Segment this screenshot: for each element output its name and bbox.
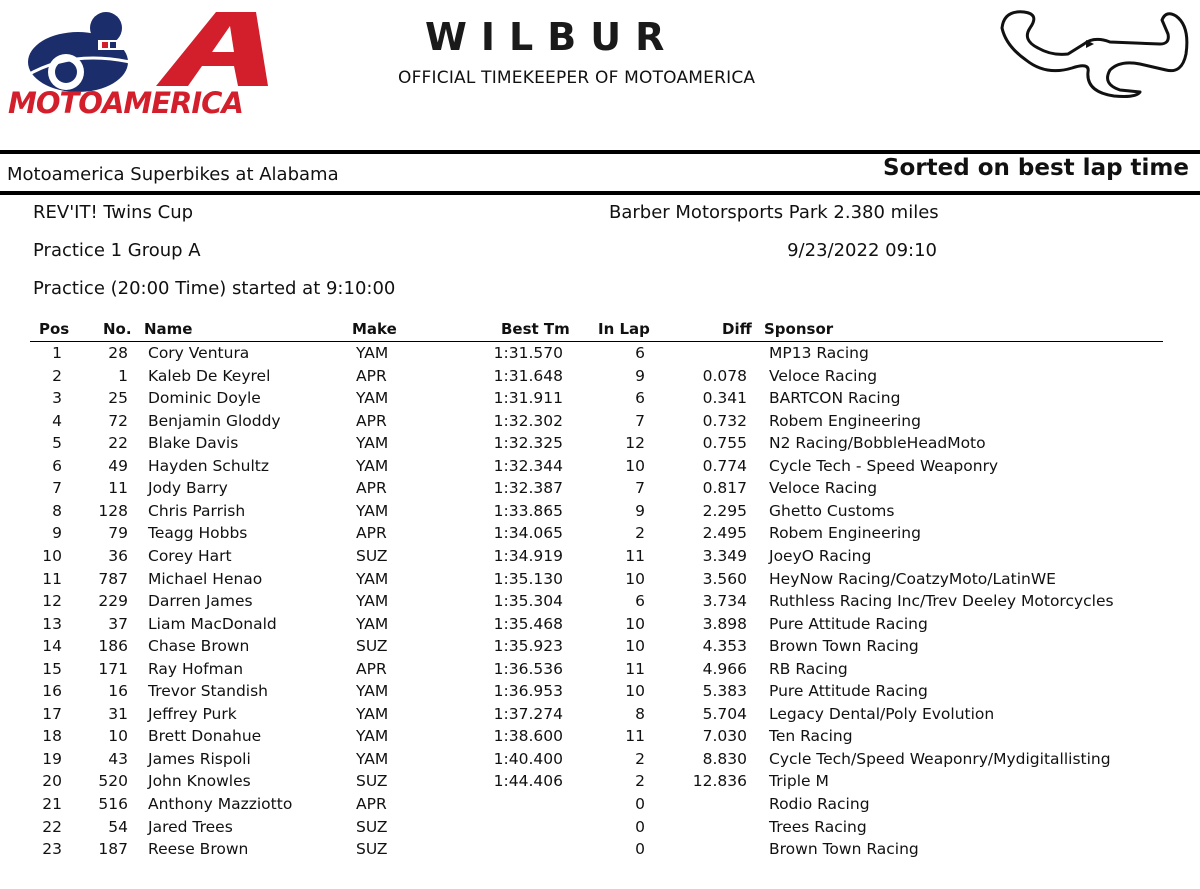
cell-number: 79 bbox=[108, 524, 128, 543]
table-row bbox=[0, 524, 1200, 547]
cell-sponsor: Veloce Racing bbox=[769, 366, 878, 385]
cell-name: Anthony Mazziotto bbox=[148, 795, 293, 813]
cell-make: YAM bbox=[356, 727, 389, 746]
cell-number: 49 bbox=[108, 456, 128, 475]
cell-sponsor: Trees Racing bbox=[769, 817, 867, 836]
cell-best-time: 1:31.570 bbox=[493, 344, 563, 362]
cell-sponsor: HeyNow Racing/CoatzyMoto/LatinWE bbox=[769, 569, 1056, 588]
cell-pos: 19 bbox=[42, 749, 62, 768]
wilbur-wordmark: WILBUR bbox=[425, 15, 679, 59]
table-row bbox=[0, 479, 1200, 502]
table-row bbox=[0, 457, 1200, 480]
cell-sponsor: Robem Engineering bbox=[769, 411, 921, 430]
cell-name: Corey Hart bbox=[148, 546, 232, 565]
cell-in-lap: 10 bbox=[625, 569, 645, 588]
cell-diff: 0.732 bbox=[702, 411, 747, 430]
cell-number: 128 bbox=[98, 501, 128, 520]
table-row bbox=[0, 389, 1200, 412]
cell-name: Teagg Hobbs bbox=[148, 524, 248, 543]
cell-pos: 23 bbox=[42, 840, 62, 859]
cell-diff: 4.353 bbox=[702, 637, 747, 656]
cell-sponsor: Legacy Dental/Poly Evolution bbox=[769, 704, 995, 723]
cell-number: 186 bbox=[98, 637, 128, 656]
cell-name: John Knowles bbox=[148, 772, 251, 791]
cell-name: Reese Brown bbox=[148, 840, 249, 859]
cell-number: 11 bbox=[108, 479, 128, 498]
cell-number: 10 bbox=[108, 727, 128, 746]
cell-name: Benjamin Gloddy bbox=[148, 411, 281, 430]
cell-pos: 12 bbox=[42, 592, 62, 611]
cell-number: 1 bbox=[118, 366, 128, 385]
table-row bbox=[0, 840, 1200, 863]
cell-best-time: 1:36.536 bbox=[493, 659, 563, 678]
title-rule bbox=[0, 191, 1200, 195]
cell-pos: 18 bbox=[42, 727, 62, 746]
col-header-best: Best Tm bbox=[501, 320, 570, 338]
cell-pos: 2 bbox=[52, 366, 62, 385]
cell-pos: 11 bbox=[42, 569, 62, 588]
header-rule bbox=[0, 150, 1200, 154]
cell-number: 171 bbox=[98, 659, 128, 678]
cell-number: 16 bbox=[108, 682, 128, 701]
cell-diff: 3.349 bbox=[702, 546, 747, 565]
cell-in-lap: 6 bbox=[635, 592, 645, 611]
table-row bbox=[0, 705, 1200, 728]
cell-make: YAM bbox=[356, 749, 389, 768]
cell-best-time: 1:34.065 bbox=[493, 524, 563, 543]
table-row bbox=[0, 727, 1200, 750]
cell-make: SUZ bbox=[356, 546, 388, 565]
track-info: Barber Motorsports Park 2.380 miles bbox=[609, 202, 939, 223]
cell-make: YAM bbox=[356, 592, 389, 611]
cell-sponsor: N2 Racing/BobbleHeadMoto bbox=[769, 434, 986, 453]
table-row bbox=[0, 772, 1200, 795]
cell-best-time: 1:40.400 bbox=[493, 749, 563, 768]
cell-make: APR bbox=[356, 411, 387, 430]
cell-name: Michael Henao bbox=[148, 569, 263, 588]
cell-name: Jared Trees bbox=[148, 817, 233, 836]
cell-name: Chase Brown bbox=[148, 637, 250, 656]
cell-in-lap: 10 bbox=[625, 682, 645, 701]
cell-in-lap: 6 bbox=[635, 344, 645, 362]
cell-in-lap: 7 bbox=[635, 479, 645, 498]
cell-make: YAM bbox=[356, 389, 389, 408]
cell-pos: 10 bbox=[42, 546, 62, 565]
cell-name: Dominic Doyle bbox=[148, 389, 261, 408]
cell-name: Darren James bbox=[148, 592, 253, 611]
cell-diff: 3.898 bbox=[702, 614, 747, 633]
table-row bbox=[0, 682, 1200, 705]
table-row bbox=[0, 367, 1200, 390]
cell-sponsor: RB Racing bbox=[769, 659, 848, 678]
cell-pos: 3 bbox=[52, 389, 62, 408]
sort-label: Sorted on best lap time bbox=[882, 155, 1189, 181]
cell-diff: 0.755 bbox=[702, 434, 747, 453]
class-name: REV'IT! Twins Cup bbox=[33, 202, 194, 223]
cell-number: 43 bbox=[108, 749, 128, 768]
cell-pos: 7 bbox=[52, 479, 62, 498]
cell-diff: 7.030 bbox=[702, 727, 747, 746]
cell-make: YAM bbox=[356, 501, 389, 520]
session-name: Practice 1 Group A bbox=[33, 240, 201, 261]
cell-in-lap: 0 bbox=[635, 795, 645, 813]
cell-number: 516 bbox=[98, 795, 128, 813]
cell-number: 54 bbox=[108, 817, 128, 836]
session-start: Practice (20:00 Time) started at 9:10:00 bbox=[33, 278, 396, 299]
cell-best-time: 1:35.468 bbox=[493, 614, 563, 633]
cell-number: 520 bbox=[98, 772, 128, 791]
cell-best-time: 1:32.302 bbox=[493, 411, 563, 430]
table-row bbox=[0, 434, 1200, 457]
cell-name: Trevor Standish bbox=[148, 682, 268, 701]
cell-best-time: 1:31.648 bbox=[493, 366, 563, 385]
cell-in-lap: 7 bbox=[635, 411, 645, 430]
table-row bbox=[0, 344, 1200, 367]
cell-make: YAM bbox=[356, 614, 389, 633]
cell-diff: 0.078 bbox=[702, 366, 747, 385]
cell-number: 22 bbox=[108, 434, 128, 453]
cell-name: Liam MacDonald bbox=[148, 614, 277, 633]
cell-sponsor: Brown Town Racing bbox=[769, 637, 919, 656]
cell-best-time: 1:31.911 bbox=[493, 389, 563, 408]
cell-pos: 1 bbox=[52, 344, 62, 362]
cell-make: APR bbox=[356, 366, 387, 385]
cell-diff: 4.966 bbox=[702, 659, 747, 678]
event-title: Motoamerica Superbikes at Alabama bbox=[7, 164, 339, 185]
cell-name: Jody Barry bbox=[148, 479, 228, 498]
cell-in-lap: 8 bbox=[635, 704, 645, 723]
cell-pos: 20 bbox=[42, 772, 62, 791]
cell-number: 787 bbox=[98, 569, 128, 588]
cell-number: 28 bbox=[108, 344, 128, 362]
cell-make: YAM bbox=[356, 682, 389, 701]
cell-number: 25 bbox=[108, 389, 128, 408]
cell-in-lap: 2 bbox=[635, 524, 645, 543]
cell-pos: 6 bbox=[52, 456, 62, 475]
cell-make: YAM bbox=[356, 344, 389, 362]
cell-sponsor: Cycle Tech - Speed Weaponry bbox=[769, 456, 999, 475]
cell-best-time: 1:44.406 bbox=[493, 772, 563, 791]
cell-pos: 15 bbox=[42, 659, 62, 678]
cell-make: APR bbox=[356, 795, 387, 813]
cell-sponsor: Robem Engineering bbox=[769, 524, 921, 543]
cell-number: 187 bbox=[98, 840, 128, 859]
cell-best-time: 1:37.274 bbox=[493, 704, 563, 723]
cell-pos: 21 bbox=[42, 795, 62, 813]
cell-in-lap: 2 bbox=[635, 772, 645, 791]
cell-sponsor: Rodio Racing bbox=[769, 795, 870, 813]
col-header-inlap: In Lap bbox=[598, 320, 650, 338]
table-row bbox=[0, 592, 1200, 615]
cell-best-time: 1:35.304 bbox=[493, 592, 563, 611]
col-header-no: No. bbox=[103, 320, 132, 338]
cell-diff: 2.295 bbox=[702, 501, 747, 520]
col-header-name: Name bbox=[144, 320, 193, 338]
cell-pos: 22 bbox=[42, 817, 62, 836]
cell-pos: 5 bbox=[52, 434, 62, 453]
cell-best-time: 1:35.130 bbox=[493, 569, 563, 588]
cell-name: Kaleb De Keyrel bbox=[148, 366, 271, 385]
col-header-diff: Diff bbox=[722, 320, 752, 338]
cell-diff: 0.341 bbox=[702, 389, 747, 408]
cell-name: Brett Donahue bbox=[148, 727, 262, 746]
cell-name: Blake Davis bbox=[148, 434, 239, 453]
motoamerica-logo bbox=[6, 6, 274, 124]
cell-number: 31 bbox=[108, 704, 128, 723]
cell-make: SUZ bbox=[356, 840, 388, 859]
cell-in-lap: 2 bbox=[635, 749, 645, 768]
col-header-pos: Pos bbox=[39, 320, 70, 338]
cell-in-lap: 9 bbox=[635, 366, 645, 385]
timekeeper-tagline: OFFICIAL TIMEKEEPER OF MOTOAMERICA bbox=[398, 68, 756, 88]
cell-diff: 8.830 bbox=[702, 749, 747, 768]
cell-in-lap: 0 bbox=[635, 840, 645, 859]
cell-best-time: 1:32.344 bbox=[493, 456, 563, 475]
table-row bbox=[0, 547, 1200, 570]
cell-diff: 5.383 bbox=[702, 682, 747, 701]
table-row bbox=[0, 570, 1200, 593]
cell-make: APR bbox=[356, 479, 387, 498]
cell-sponsor: Brown Town Racing bbox=[769, 840, 919, 859]
cell-in-lap: 6 bbox=[635, 389, 645, 408]
cell-diff: 3.560 bbox=[702, 569, 747, 588]
track-map-icon bbox=[990, 4, 1196, 104]
cell-sponsor: BARTCON Racing bbox=[769, 389, 901, 408]
cell-best-time: 1:35.923 bbox=[493, 637, 563, 656]
cell-best-time: 1:38.600 bbox=[493, 727, 563, 746]
cell-in-lap: 11 bbox=[625, 727, 645, 746]
cell-make: APR bbox=[356, 524, 387, 543]
cell-sponsor: MP13 Racing bbox=[769, 344, 869, 362]
cell-sponsor: Pure Attitude Racing bbox=[769, 682, 928, 701]
cell-diff: 3.734 bbox=[702, 592, 747, 611]
cell-diff: 2.495 bbox=[702, 524, 747, 543]
table-row bbox=[0, 637, 1200, 660]
cell-pos: 4 bbox=[52, 411, 62, 430]
cell-in-lap: 0 bbox=[635, 817, 645, 836]
cell-sponsor: Triple M bbox=[769, 772, 829, 791]
table-row bbox=[0, 818, 1200, 841]
wilbur-logo bbox=[425, 16, 745, 58]
cell-pos: 8 bbox=[52, 501, 62, 520]
cell-make: APR bbox=[356, 659, 387, 678]
cell-make: YAM bbox=[356, 434, 389, 453]
cell-number: 37 bbox=[108, 614, 128, 633]
cell-in-lap: 9 bbox=[635, 501, 645, 520]
cell-sponsor: Pure Attitude Racing bbox=[769, 614, 928, 633]
cell-in-lap: 10 bbox=[625, 456, 645, 475]
cell-pos: 16 bbox=[42, 682, 62, 701]
cell-name: Cory Ventura bbox=[148, 344, 250, 362]
cell-in-lap: 11 bbox=[625, 659, 645, 678]
cell-number: 72 bbox=[108, 411, 128, 430]
cell-sponsor: Veloce Racing bbox=[769, 479, 878, 498]
col-header-make: Make bbox=[352, 320, 397, 338]
cell-make: SUZ bbox=[356, 637, 388, 656]
table-row bbox=[0, 750, 1200, 773]
cell-in-lap: 11 bbox=[625, 546, 645, 565]
cell-diff: 5.704 bbox=[702, 704, 747, 723]
cell-make: SUZ bbox=[356, 817, 388, 836]
cell-make: YAM bbox=[356, 456, 389, 475]
cell-diff: 0.774 bbox=[702, 456, 747, 475]
cell-sponsor: Ruthless Racing Inc/Trev Deeley Motorcycles bbox=[769, 592, 1114, 611]
cell-number: 36 bbox=[108, 546, 128, 565]
cell-sponsor: Ten Racing bbox=[769, 727, 853, 746]
cell-name: James Rispoli bbox=[148, 749, 251, 768]
cell-make: YAM bbox=[356, 569, 389, 588]
table-row bbox=[0, 502, 1200, 525]
cell-best-time: 1:33.865 bbox=[493, 501, 563, 520]
logo-wordmark: MOTOAMERICA bbox=[8, 86, 243, 120]
cell-sponsor: Ghetto Customs bbox=[769, 501, 895, 520]
cell-diff: 12.836 bbox=[692, 772, 747, 791]
session-date: 9/23/2022 09:10 bbox=[787, 240, 937, 261]
table-row bbox=[0, 660, 1200, 683]
col-header-sponsor: Sponsor bbox=[764, 320, 834, 338]
cell-diff: 0.817 bbox=[702, 479, 747, 498]
table-row bbox=[0, 615, 1200, 638]
cell-name: Hayden Schultz bbox=[148, 456, 269, 475]
cell-in-lap: 12 bbox=[625, 434, 645, 453]
cell-best-time: 1:36.953 bbox=[493, 682, 563, 701]
cell-name: Chris Parrish bbox=[148, 501, 246, 520]
cell-name: Ray Hofman bbox=[148, 659, 244, 678]
cell-in-lap: 10 bbox=[625, 614, 645, 633]
cell-name: Jeffrey Purk bbox=[148, 704, 237, 723]
cell-pos: 9 bbox=[52, 524, 62, 543]
cell-best-time: 1:32.325 bbox=[493, 434, 563, 453]
cell-best-time: 1:34.919 bbox=[493, 546, 563, 565]
cell-sponsor: Cycle Tech/Speed Weaponry/Mydigitallisting bbox=[769, 749, 1111, 768]
cell-in-lap: 10 bbox=[625, 637, 645, 656]
table-row bbox=[0, 795, 1200, 818]
cell-pos: 13 bbox=[42, 614, 62, 633]
cell-make: SUZ bbox=[356, 772, 388, 791]
cell-pos: 17 bbox=[42, 704, 62, 723]
cell-make: YAM bbox=[356, 704, 389, 723]
cell-pos: 14 bbox=[42, 637, 62, 656]
table-header-rule bbox=[30, 341, 1163, 342]
table-row bbox=[0, 412, 1200, 435]
cell-number: 229 bbox=[98, 592, 128, 611]
cell-best-time: 1:32.387 bbox=[493, 479, 563, 498]
cell-sponsor: JoeyO Racing bbox=[769, 546, 872, 565]
